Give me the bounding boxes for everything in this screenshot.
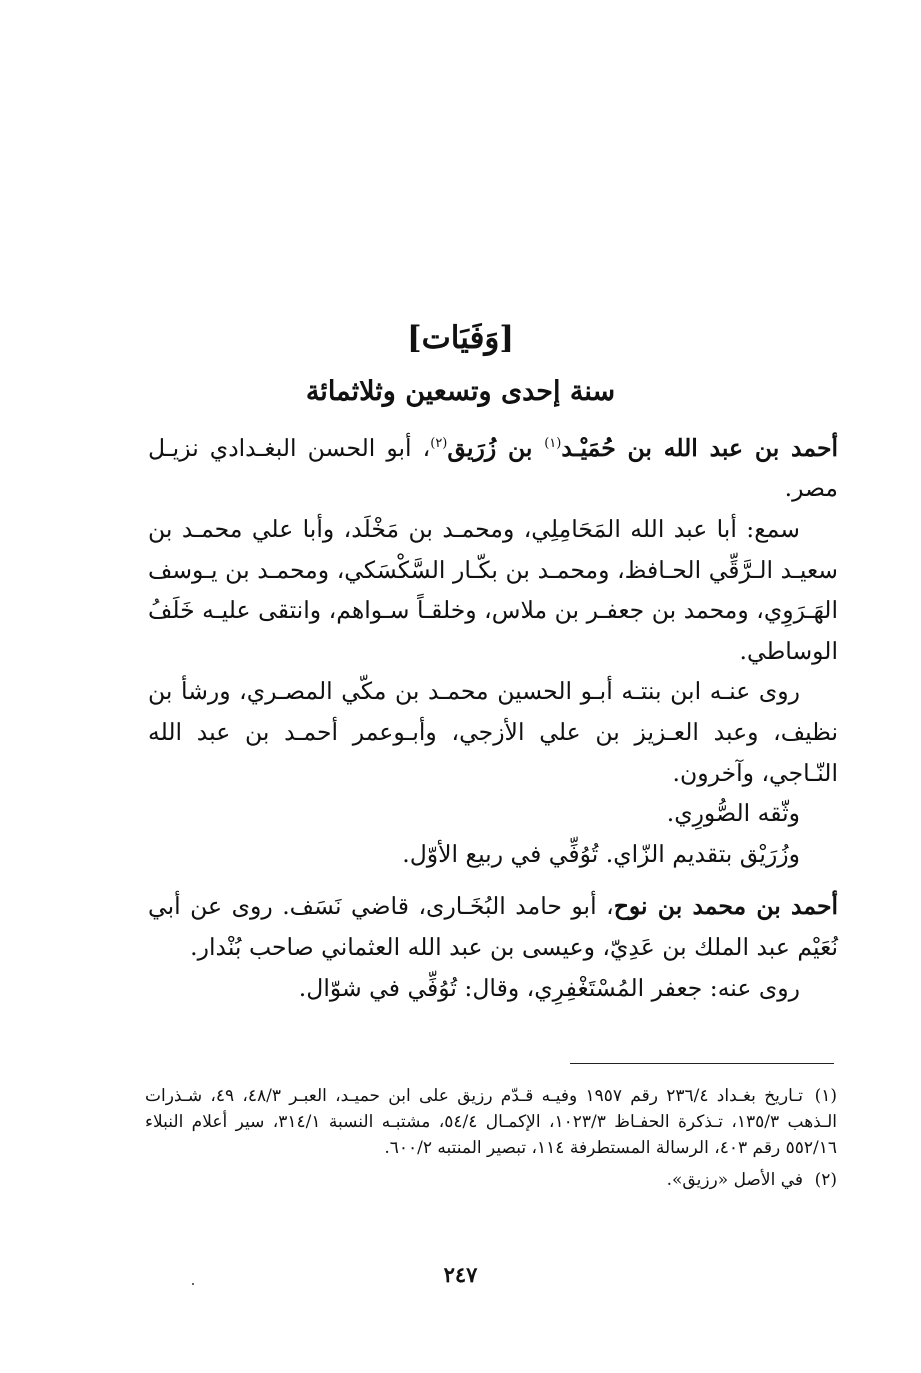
entry-1-heading <box>148 424 838 509</box>
footnote-2-text: في الأصل «رزيق». <box>666 1170 803 1190</box>
footnote-2-number: (٢) <box>814 1170 837 1190</box>
footnotes <box>145 1083 837 1193</box>
entry-2-students: روى عنه: جعفر المُسْتَغْفِرِي، وقال: تُوُفِّي في شوّال. <box>298 973 800 1002</box>
footnote-2 <box>145 1167 837 1193</box>
footnote-divider <box>570 1063 834 1064</box>
entry-1-teachers: سمع: أبا عبد الله المَحَامِلِي، ومحمـد بن مَخْلَد، وأبا علي محمـد بن سعيـد الـرَّقِّي الحـافظ، ومحمـد بن بكّـار السَّكْسَكي، ومحمـد بن يـوسف الهَـرَوِي، ومحمد بن جعفـر بن ملاس، وخلقـاً سـواهم، وانتقى عليـه خَلَفُ الوساطي. <box>148 515 838 665</box>
footnote-ref-1: (١) <box>544 436 562 451</box>
entry-1-name-b: بن زُرَيق <box>447 433 545 462</box>
year-heading: سنة إحدى وتسعين وثلاثمائة <box>305 376 616 407</box>
entry-1-death: وزُرَيْق بتقديم الزّاي. تُوُفِّي في ربيع الأوّل. <box>402 839 800 868</box>
footnote-ref-2: (٢) <box>430 436 448 451</box>
entry-1-intro: ، أبو الحسن البغـدادي نزيـل مصر. <box>148 433 838 503</box>
main-text <box>148 424 838 1008</box>
section-heading: [وَفَيَات] <box>406 320 515 356</box>
footnote-1-text: تـاريخ بغـداد ٢٣٦/٤ رقم ١٩٥٧ وفيـه قـدّم رزيق على ابن حميـد، العبـر ٤٨/٣، ٤٩، شـذرات الـذهب ١٣٥/٣، تـذكرة الحفـاظ ١٠٢٣/٣، الإكمـال ٥٤/٤، مشتبـه النسبة ٣١٤/١، سير أعلام النبلاء ٥٥٢/١٦ رقم ٤٠٣، الرسالة المستطرفة ١١٤، تبصير المنتبه ٦٠٠/٢. <box>145 1086 837 1158</box>
entry-1-trust: وثّقه الصُّورِي. <box>666 799 800 828</box>
entry-2-name: أحمد بن محمد بن نوح <box>613 892 838 921</box>
entry-1-name: أحمد بن عبد الله بن حُمَيْـد <box>561 433 839 462</box>
page-number: ٢٤٧ <box>443 1262 478 1287</box>
footnote-1 <box>145 1083 837 1161</box>
entry-1-students: روى عنـه ابن بنتـه أبـو الحسين محمـد بن مكّي المصـري، ورشأ بن نظيف، وعبد العـزيز بن علي الأزجي، وأبـوعمر أحمـد بن عبد الله النّـاجي، وآخرون. <box>148 677 838 787</box>
scan-speck <box>192 1283 194 1285</box>
entry-2-heading <box>148 886 838 967</box>
footnote-1-number: (١) <box>814 1086 837 1106</box>
entry-2-intro: ، أبو حامد البُخَـارى، قاضي نَسَف. روى عن أبي نُعَيْم عبد الملك بن عَدِيّ، وعيسى بن عبد الله العثماني صاحب بُنْدار. <box>148 892 838 961</box>
